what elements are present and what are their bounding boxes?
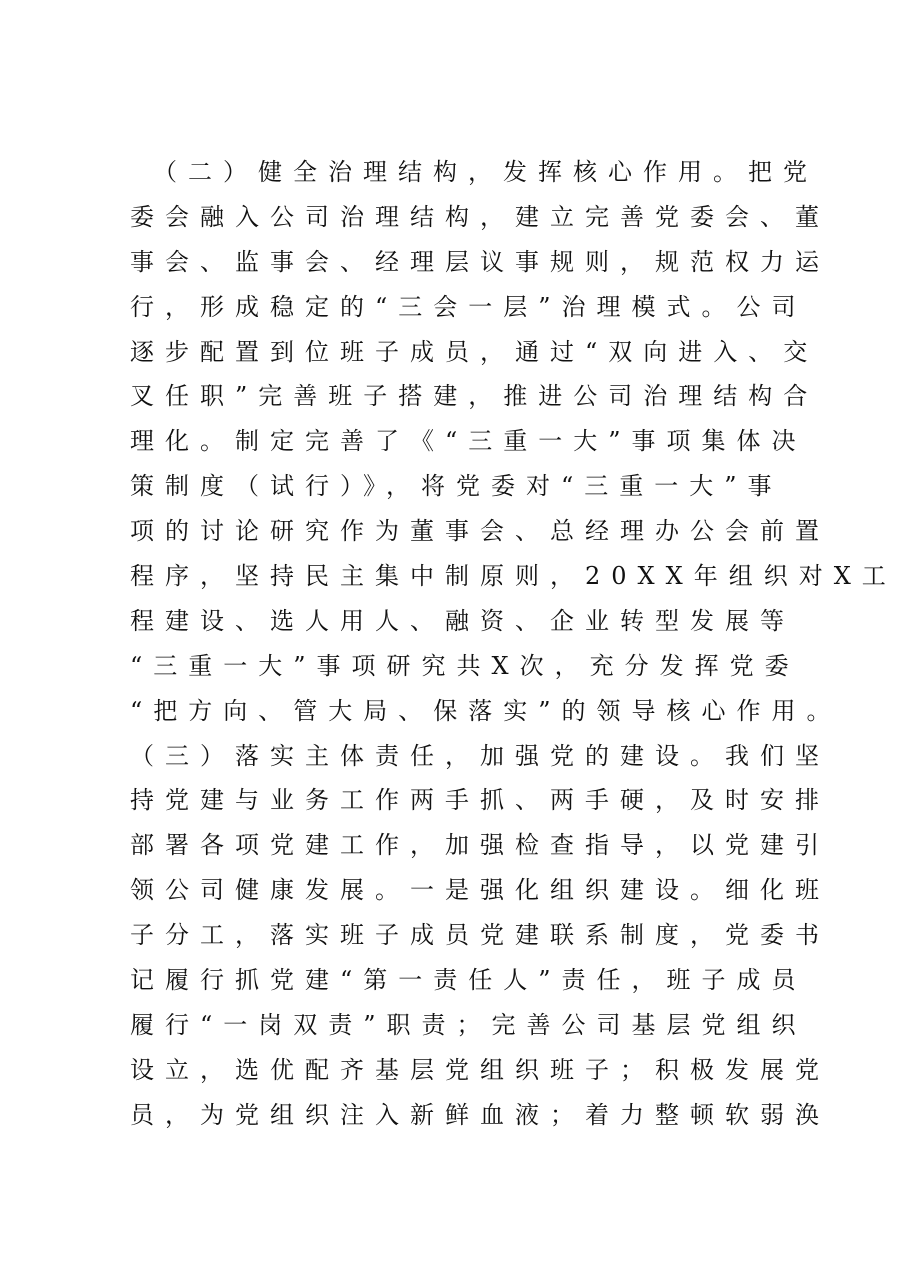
text-line: 事会、监事会、经理层议事规则，规范权力运 <box>130 247 830 276</box>
text-line: 员，为党组织注入新鲜血液；着力整顿软弱涣 <box>130 1100 830 1129</box>
text-line: “把方向、管大局、保落实”的领导核心作用。 <box>130 696 842 725</box>
text-line: 策制度（试行）》，将党委对“三重一大”事 <box>130 472 783 501</box>
text-line: 持党建与业务工作两手抓、两手硬，及时安排 <box>130 786 830 815</box>
text-line: 程序，坚持民主集中制原则，20XX年组织对X工 <box>130 562 897 591</box>
text-line: 委会融入公司治理结构，建立完善党委会、董 <box>130 202 830 231</box>
body-text <box>130 150 897 1138</box>
text-line: 记履行抓党建“第一责任人”责任，班子成员 <box>130 966 807 995</box>
text-line: 部署各项党建工作，加强检查指导，以党建引 <box>130 831 830 860</box>
text-line: 程建设、选人用人、融资、企业转型发展等 <box>130 606 795 635</box>
text-line: 叉任职”完善班子搭建，推进公司治理结构合 <box>130 382 819 411</box>
text-line: 子分工，落实班子成员党建联系制度，党委书 <box>130 921 830 950</box>
text-line: 履行“一岗双责”职责；完善公司基层党组织 <box>130 1010 807 1039</box>
text-line: 项的讨论研究作为董事会、总经理办公会前置 <box>130 517 830 546</box>
text-line: 理化。制定完善了《“三重一大”事项集体决 <box>130 427 807 456</box>
text-line: （三）落实主体责任，加强党的建设。我们坚 <box>130 741 830 770</box>
text-line: “三重一大”事项研究共X次，充分发挥党委 <box>130 651 800 680</box>
text-line: （二）健全治理结构，发挥核心作用。把党 <box>130 158 818 186</box>
text-line: 设立，选优配齐基层党组织班子；积极发展党 <box>130 1055 830 1084</box>
text-line: 领公司健康发展。一是强化组织建设。细化班 <box>130 876 830 905</box>
text-line: 行，形成稳定的“三会一层”治理模式。公司 <box>130 292 807 321</box>
text-line: 逐步配置到位班子成员，通过“双向进入、交 <box>130 337 819 366</box>
